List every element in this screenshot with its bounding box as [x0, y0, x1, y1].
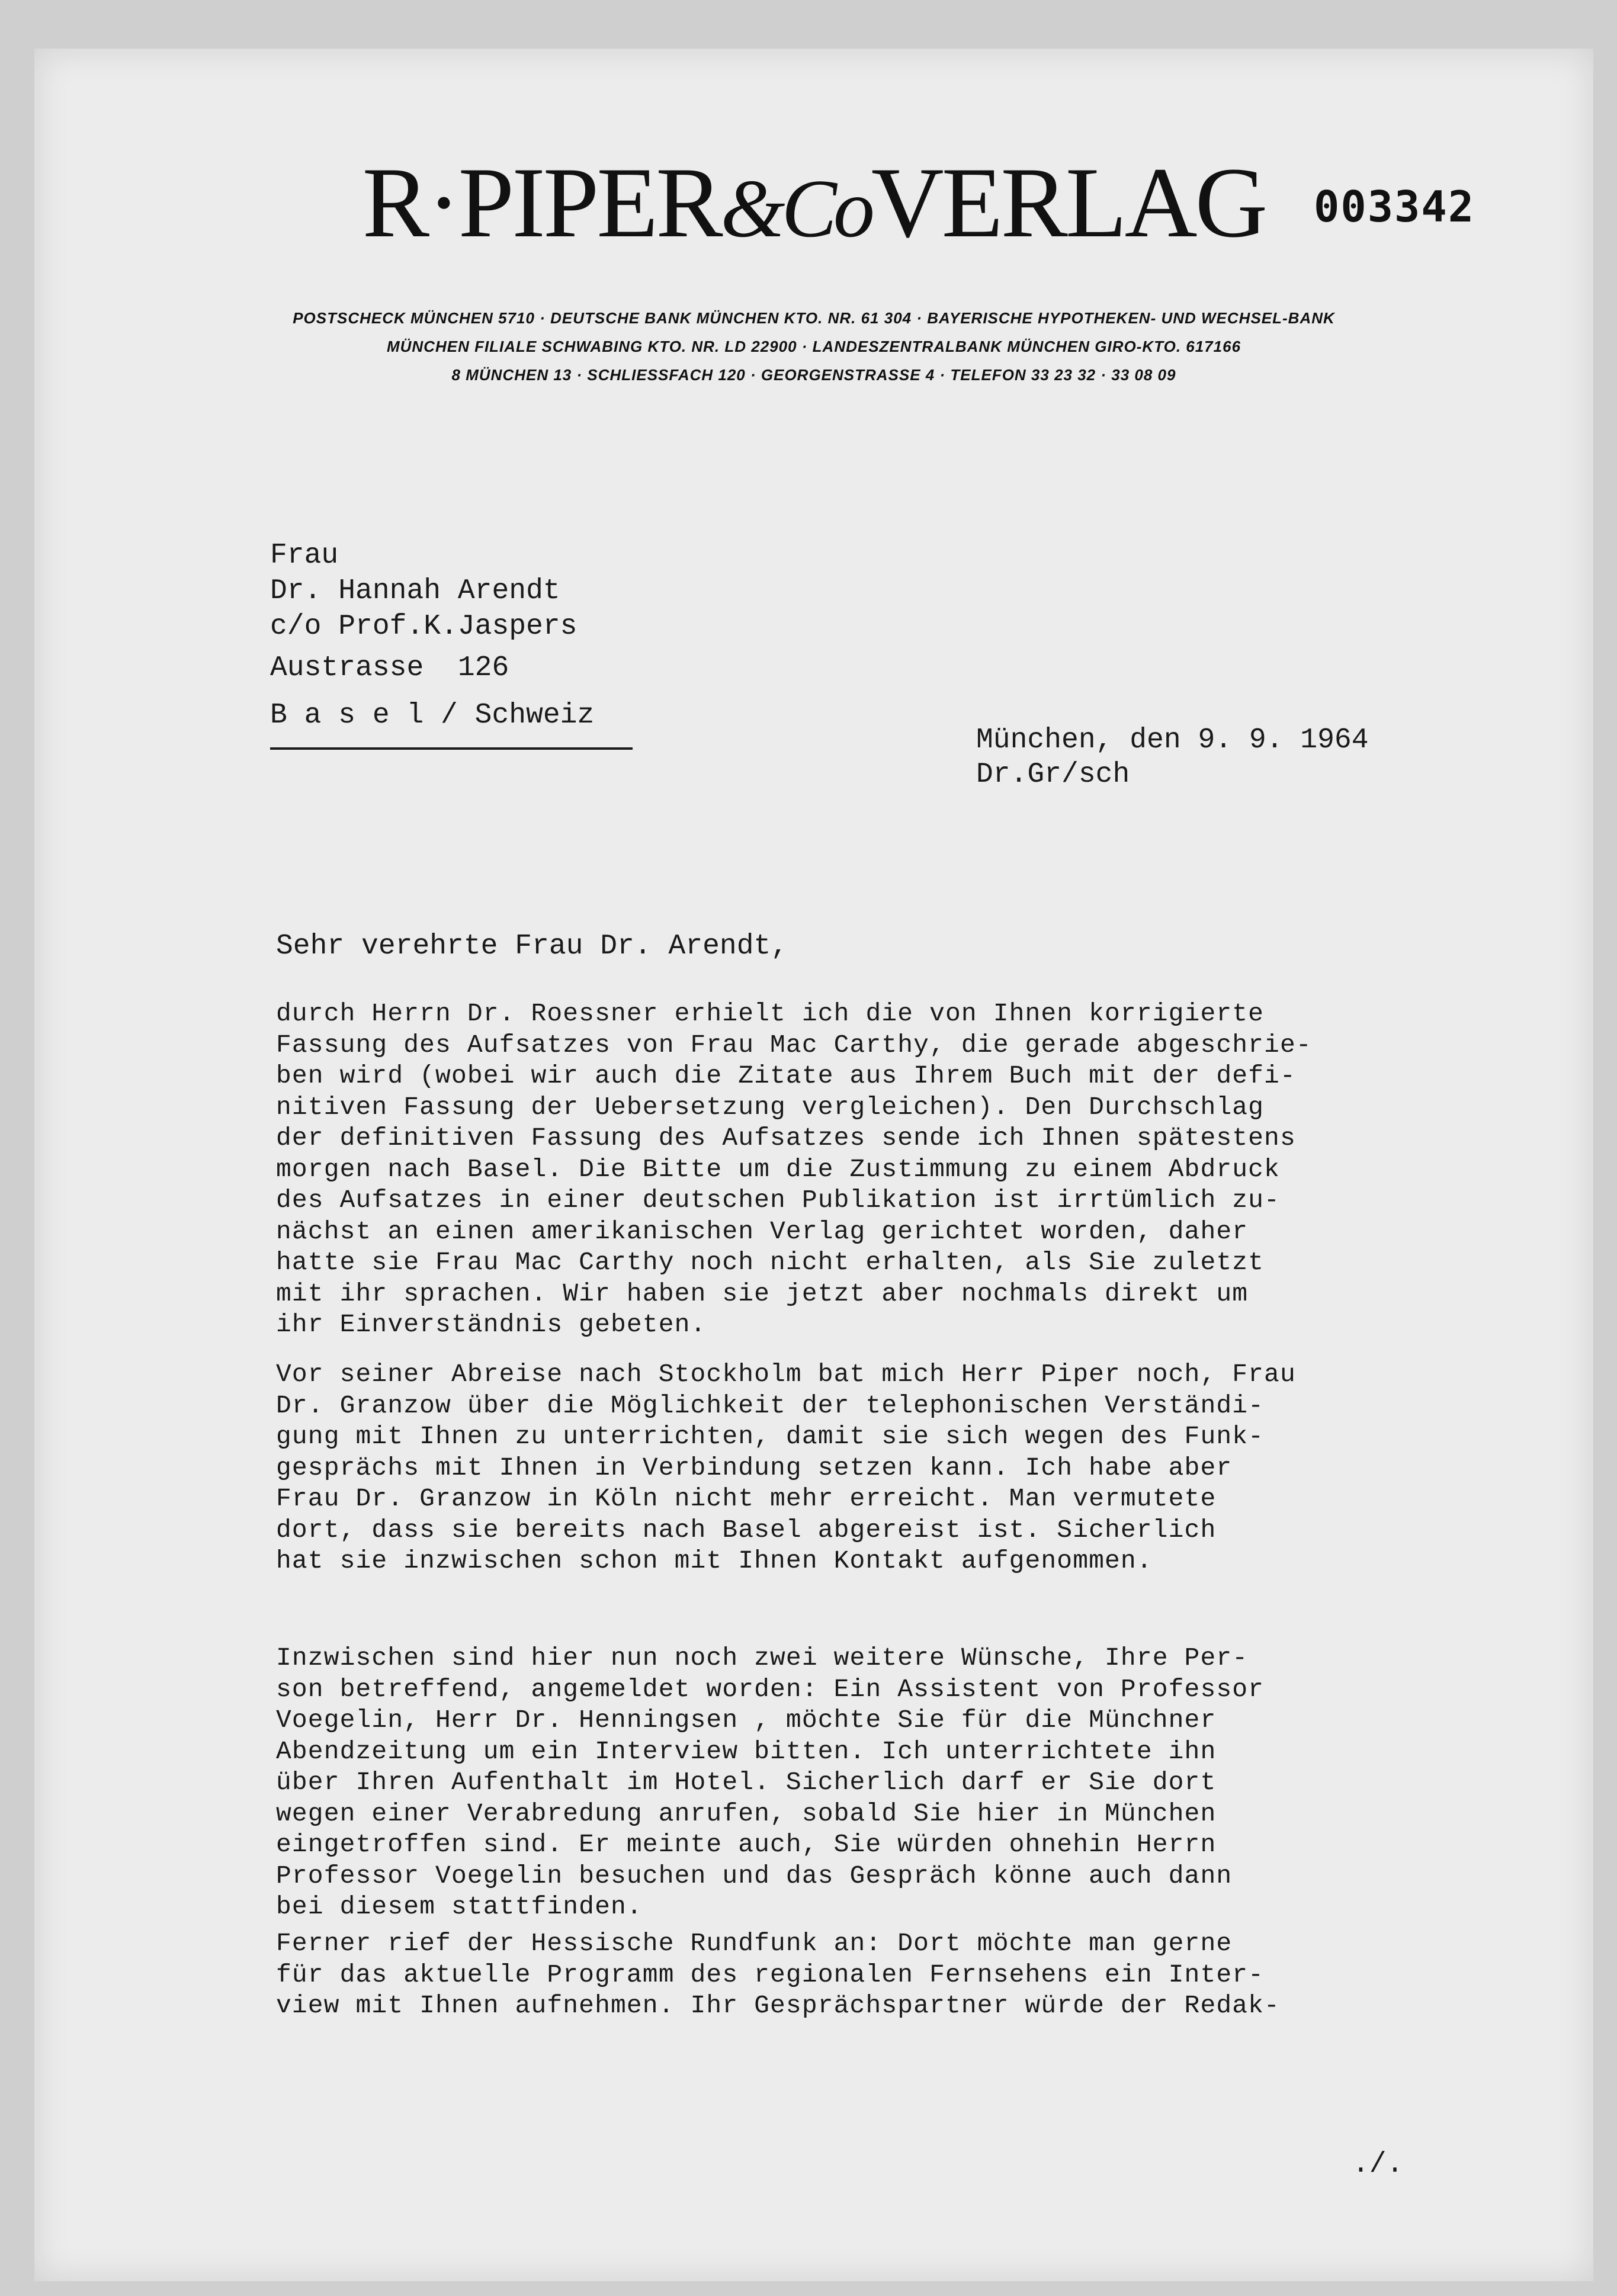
paragraph-3: Inzwischen sind hier nun noch zwei weitere Wünsche, Ihre Per- son betreffend, angemeldet worden: Ein Assistent von Professor Voegelin, Herr Dr. Henningsen , möchte Sie für die Münchner Abendzeitung um ein Interview bitten. Ich unterrichtete ihn über Ihren Aufenthalt im Hotel. Sicherlich darf er Sie dort wegen einer Verabredung anrufen, sobald Sie hier in München eingetroffen sind. Er meinte auch, Sie würden ohnehin Herrn Professor Voegelin besuchen und das Gespräch könne auch dann bei diesem stattfinden. — [276, 1643, 1265, 1921]
recipient-line-1: Frau — [270, 540, 339, 571]
reference-initials: Dr.Gr/sch — [976, 759, 1130, 791]
archive-document-number: 003342 — [1314, 182, 1475, 232]
logo-verlag: VERLAG — [871, 147, 1266, 258]
logo-ampersand: &Co — [720, 163, 871, 255]
paragraph-1: durch Herrn Dr. Roessner erhielt ich die von Ihnen korrigierte Fassung des Aufsatzes von Frau Mac Carthy, die gerade abgeschrie- ben wird (wobei wir auch die Zitate aus Ihrem Buch mit der defi- nitiven Fassung der Uebersetzung vergleichen). Den Durchschlag der definitiven Fassung des Aufsatzes sende ich Ihnen spätestens morgen nach Basel. Die Bitte um die Zustimmung zu einem Abdruck des Aufsatzes in einer deutschen Publikation ist irrtümlich zu- nächst an einen amerikanischen Verlag gerichtet worden, daher hatte sie Frau Mac Carthy noch nicht erhalten, als Sie zuletzt mit ihr sprachen. Wir haben sie jetzt aber nochmals direkt um ihr Einverständnis gebeten. — [276, 999, 1312, 1339]
recipient-line-5: B a s e l / Schweiz — [270, 699, 595, 731]
address-underline — [270, 747, 633, 750]
recipient-line-3: c/o Prof.K.Jaspers — [270, 611, 578, 643]
date-line: München, den 9. 9. 1964 — [976, 724, 1369, 756]
recipient-line-4: Austrasse 126 — [270, 652, 509, 684]
recipient-line-2: Dr. Hannah Arendt — [270, 575, 560, 607]
letterhead-bank-line-2: MÜNCHEN FILIALE SCHWABING KTO. NR. LD 22900 · LANDESZENTRALBANK MÜNCHEN GIRO-KTO. 617166 — [386, 338, 1241, 355]
salutation: Sehr verehrte Frau Dr. Arendt, — [276, 930, 788, 962]
paragraph-2: Vor seiner Abreise nach Stockholm bat mich Herr Piper noch, Frau Dr. Granzow über die Möglichkeit der telephonischen Verständi- gung mit Ihnen zu unterrichten, damit sie sich wegen des Funk- gesprächs mit Ihnen in Verbindung setzen kann. Ich habe aber Frau Dr. Granzow in Köln nicht mehr erreicht. Man vermutete dort, dass sie bereits nach Basel abgereist ist. Sicherlich hat sie inzwischen schon mit Ihnen Kontakt aufgenommen. — [276, 1360, 1296, 1575]
logo-name: R·PIPER — [362, 147, 721, 258]
continuation-mark: ./. — [1352, 2149, 1404, 2181]
paragraph-4: Ferner rief der Hessische Rundfunk an: Dort möchte man gerne für das aktuelle Programm des regionalen Fernsehens ein Inter- view mit Ihnen aufnehmen. Ihr Gesprächspartner würde der Redak- — [276, 1929, 1280, 2020]
letterhead-address-line: 8 MÜNCHEN 13 · SCHLIESSFACH 120 · GEORGENSTRASSE 4 · TELEFON 33 23 32 · 33 08 09 — [451, 366, 1176, 384]
letter-page — [34, 49, 1593, 2281]
letterhead-bank-line-1: POSTSCHECK MÜNCHEN 5710 · DEUTSCHE BANK MÜNCHEN KTO. NR. 61 304 · BAYERISCHE HYPOTHEKEN- UND WECHSEL-BANK — [293, 309, 1335, 327]
